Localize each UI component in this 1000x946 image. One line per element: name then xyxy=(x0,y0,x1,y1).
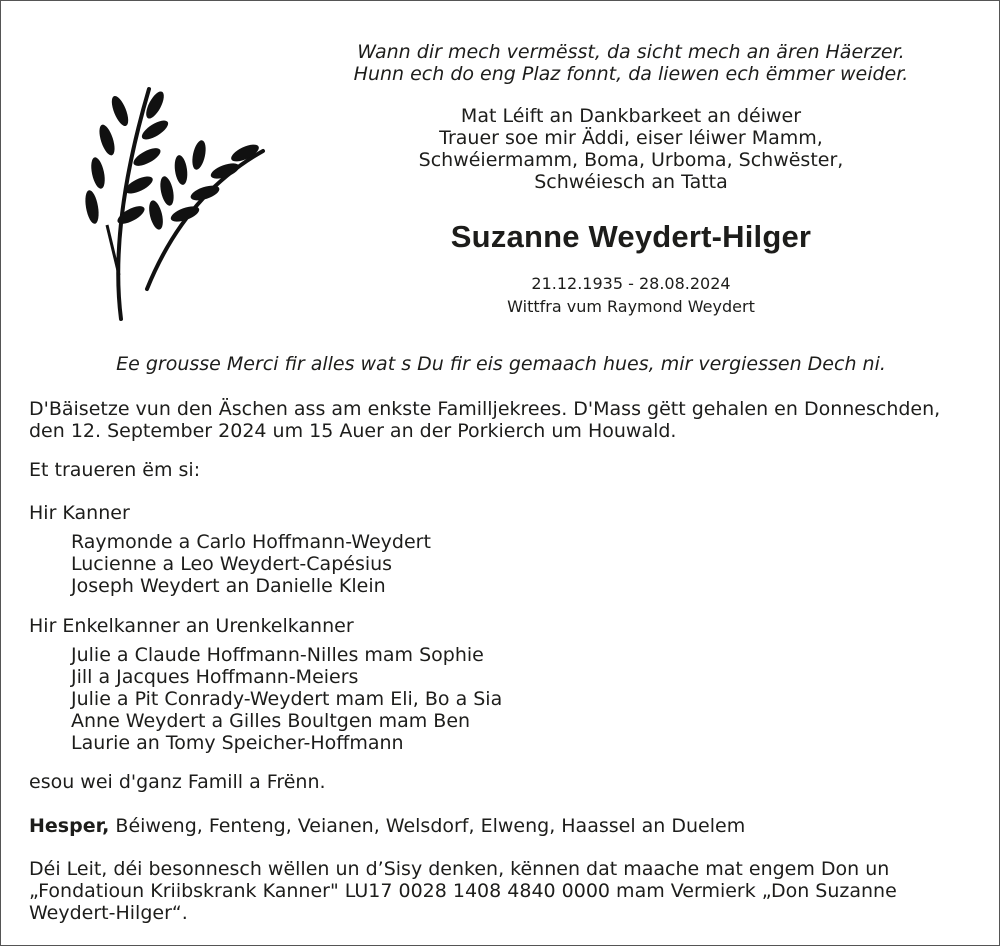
donation-line: „Fondatioun Kriibskrank Kanner" LU17 0028 1408 4840 0000 mam Vermierk „Don Suzanne xyxy=(29,880,897,902)
poem-line: Wann dir mech vermësst, da sicht mech an ären Häerzer. xyxy=(357,41,905,63)
town-name: Hesper, xyxy=(29,815,110,837)
list-item: Julie a Claude Hoffmann-Nilles mam Sophie xyxy=(71,644,484,666)
list-item: Laurie an Tomy Speicher-Hoffmann xyxy=(71,732,404,754)
donation-line: Weydert-Hilger“. xyxy=(29,902,188,924)
wheat-icon xyxy=(73,75,273,325)
grandchildren-heading: Hir Enkelkanner an Urenkelkanner xyxy=(29,615,354,637)
donation-info xyxy=(29,858,979,924)
grandchildren-section xyxy=(29,615,979,754)
life-dates: 21.12.1935 - 28.08.2024 xyxy=(531,274,731,293)
funeral-line: den 12. September 2024 um 15 Auer an der Porkierch um Houwald. xyxy=(29,420,677,442)
list-item: Jill a Jacques Hoffmann-Meiers xyxy=(71,666,359,688)
children-heading: Hir Kanner xyxy=(29,502,130,524)
thanks-text xyxy=(331,105,931,193)
places-line xyxy=(29,815,979,837)
deceased-name: Suzanne Weydert-Hilger xyxy=(450,219,812,254)
family-friends: esou wei d'ganz Famill a Frënn. xyxy=(29,771,326,793)
places-list: Béiweng, Fenteng, Veianen, Welsdorf, Elweng, Haassel an Duelem xyxy=(109,815,746,837)
donation-line: Déi Leit, déi besonnesch wëllen un d’Sisy denken, kënnen dat maache mat engem Don un xyxy=(29,858,890,880)
list-item: Raymonde a Carlo Hoffmann-Weydert xyxy=(71,531,431,553)
thanks-line: Schwéiermamm, Boma, Urboma, Schwëster, xyxy=(418,149,844,171)
list-item: Lucienne a Leo Weydert-Capésius xyxy=(71,553,393,575)
poem-line: Hunn ech do eng Plaz fonnt, da liewen ech ëmmer weider. xyxy=(353,63,909,85)
thanks-line: Trauer soe mir Äddi, eiser léiwer Mamm, xyxy=(439,127,823,149)
thanks-line: Schwéiesch an Tatta xyxy=(534,171,728,193)
mourners-intro: Et traueren ëm si: xyxy=(29,459,201,481)
list-item: Julie a Pit Conrady-Weydert mam Eli, Bo a Sia xyxy=(71,688,503,710)
motto: Ee grousse Merci fir alles wat s Du fir eis gemaach hues, mir vergiessen Dech ni. xyxy=(116,353,886,375)
thanks-line: Mat Léift an Dankbarkeet an déiwer xyxy=(460,105,802,127)
widow-of: Wittfra vum Raymond Weydert xyxy=(507,297,755,316)
children-section xyxy=(29,502,979,597)
poem xyxy=(331,41,931,85)
list-item: Anne Weydert a Gilles Boultgen mam Ben xyxy=(71,710,471,732)
list-item: Joseph Weydert an Danielle Klein xyxy=(71,575,386,597)
funeral-line: D'Bäisetze vun den Äschen ass am enkste Familljekrees. D'Mass gëtt gehalen en Donneschden, xyxy=(29,398,941,420)
funeral-info xyxy=(29,398,979,442)
